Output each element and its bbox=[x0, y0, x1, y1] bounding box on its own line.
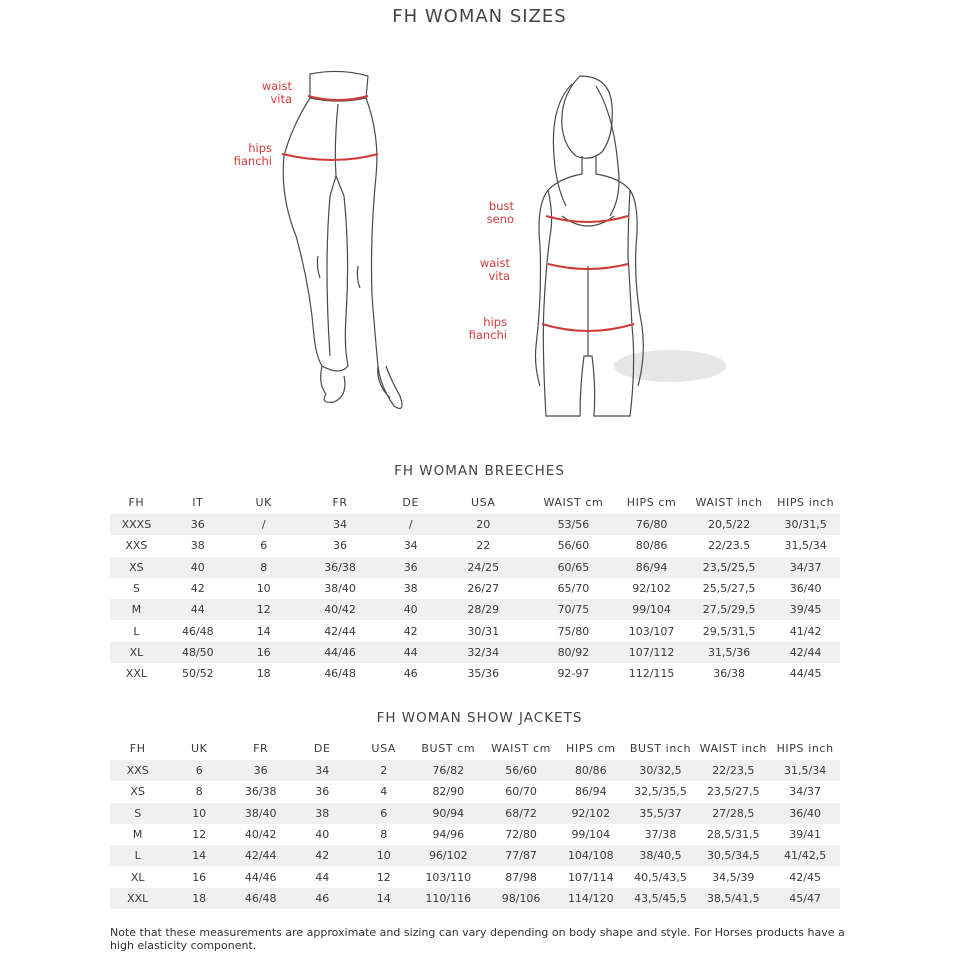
table-cell: 2 bbox=[356, 760, 411, 781]
table-cell: 31,5/34 bbox=[770, 760, 840, 781]
table-cell: 37/38 bbox=[644, 828, 677, 842]
table-cell: 23,5/27,5 bbox=[706, 785, 760, 799]
pants-hips-it-text: fianchi bbox=[233, 154, 272, 168]
table-cell: 42/44 bbox=[324, 624, 356, 638]
table-cell: 34/37 bbox=[789, 785, 821, 799]
table-cell: 8 bbox=[195, 785, 203, 799]
table-cell: 56/60 bbox=[485, 760, 557, 781]
table-cell: 8 bbox=[380, 828, 388, 842]
table-cell: 22/23,5 bbox=[696, 760, 770, 781]
table-cell: 38/40 bbox=[324, 582, 356, 596]
column-header: HIPS inch bbox=[777, 496, 835, 509]
table-cell: 31,5/34 bbox=[784, 539, 827, 553]
table-cell: 14 bbox=[256, 624, 271, 638]
column-header: USA bbox=[470, 496, 496, 509]
table-cell: 40 bbox=[315, 828, 330, 842]
table-cell: 14 bbox=[165, 845, 233, 866]
table-cell: 36 bbox=[233, 760, 288, 781]
table-cell: 32/34 bbox=[436, 642, 531, 663]
column-header: IT bbox=[192, 496, 204, 509]
table-cell: 48/50 bbox=[163, 642, 233, 663]
table-cell: 86/94 bbox=[616, 557, 687, 578]
table-cell: 40/42 bbox=[295, 599, 386, 620]
table-cell: 107/112 bbox=[616, 642, 687, 663]
table-cell: 34 bbox=[288, 760, 356, 781]
table-cell: 27/28,5 bbox=[696, 803, 770, 824]
table-cell: XL bbox=[130, 870, 145, 884]
table-cell: XXL bbox=[110, 888, 165, 909]
body-waist-label bbox=[458, 257, 510, 283]
table-cell: 18 bbox=[256, 667, 271, 681]
table-cell: 10 bbox=[356, 845, 411, 866]
column-header: WAIST cm bbox=[543, 496, 604, 509]
table-cell: 34 bbox=[403, 539, 418, 553]
table-cell: 103/107 bbox=[628, 624, 675, 638]
table-row bbox=[110, 535, 840, 556]
table-cell: 10 bbox=[256, 582, 271, 596]
table-cell: 44/45 bbox=[789, 667, 822, 681]
table-cell: XXL bbox=[125, 667, 147, 681]
pants-hips-text: hips bbox=[248, 141, 272, 155]
table-cell: L bbox=[110, 845, 165, 866]
body-hips-it-text: fianchi bbox=[468, 328, 507, 342]
table-row bbox=[110, 514, 840, 535]
body-waist-it-text: vita bbox=[488, 269, 510, 283]
table-cell: 114/120 bbox=[557, 888, 625, 909]
table-cell: 43,5/45,5 bbox=[625, 888, 697, 909]
table-row bbox=[110, 557, 840, 578]
column-header: DE bbox=[402, 496, 419, 509]
table-cell: 36 bbox=[163, 514, 233, 535]
table-row bbox=[110, 599, 840, 620]
table-cell: 80/92 bbox=[531, 642, 617, 663]
table-cell: XXS bbox=[125, 539, 148, 553]
table-row bbox=[110, 845, 840, 866]
pants-hips-line bbox=[282, 154, 378, 160]
table-cell: 76/80 bbox=[616, 514, 687, 535]
column-header: HIPS cm bbox=[566, 742, 616, 755]
table-cell: 20,5/22 bbox=[687, 514, 771, 535]
table-cell: 90/94 bbox=[411, 803, 485, 824]
table-cell: 16 bbox=[233, 642, 295, 663]
table-cell: 77/87 bbox=[485, 845, 557, 866]
table-cell: M bbox=[132, 828, 143, 842]
column-header: FR bbox=[253, 742, 269, 755]
table-cell: 46 bbox=[403, 667, 418, 681]
table-cell: 12 bbox=[376, 870, 391, 884]
table-cell: S bbox=[110, 803, 165, 824]
table-cell: 92/102 bbox=[632, 582, 671, 596]
table-cell: 40/42 bbox=[244, 828, 277, 842]
body-illustration bbox=[510, 66, 730, 426]
table-cell: 30/31 bbox=[467, 624, 500, 638]
table-row bbox=[110, 888, 840, 909]
column-header: USA bbox=[371, 742, 396, 755]
column-header: BUST inch bbox=[629, 742, 692, 755]
column-header: UK bbox=[255, 496, 272, 509]
table-cell: 44/46 bbox=[295, 642, 386, 663]
table-cell: 56/60 bbox=[557, 539, 590, 553]
pants-waist-text: waist bbox=[261, 79, 292, 93]
table-cell: / bbox=[386, 514, 436, 535]
page-title: FH WOMAN SIZES bbox=[392, 6, 567, 27]
table-cell: 38/40,5 bbox=[625, 845, 697, 866]
table-cell: 42 bbox=[403, 624, 418, 638]
table-cell: 45/47 bbox=[770, 888, 840, 909]
table-cell: 26/27 bbox=[467, 582, 500, 596]
table-cell: 40,5/43,5 bbox=[634, 870, 687, 884]
table-cell: 46/48 bbox=[181, 624, 214, 638]
table-cell: 27,5/29,5 bbox=[687, 599, 771, 620]
table-cell: 38 bbox=[190, 539, 205, 553]
breeches-header-row bbox=[110, 491, 840, 514]
pants-hips-label bbox=[220, 142, 272, 168]
table-cell: 24/25 bbox=[436, 557, 531, 578]
column-header: DE bbox=[313, 742, 331, 755]
table-cell: 107/114 bbox=[567, 870, 614, 884]
table-cell: 38,5/41,5 bbox=[696, 888, 770, 909]
table-cell: XXXS bbox=[110, 514, 163, 535]
table-cell: 46/48 bbox=[324, 667, 356, 681]
body-bust-label bbox=[462, 200, 514, 226]
table-cell: XS bbox=[130, 785, 145, 799]
table-cell: 40 bbox=[386, 599, 436, 620]
table-cell: 29,5/31,5 bbox=[702, 624, 756, 638]
table-cell: 8 bbox=[233, 557, 295, 578]
table-cell: 50/52 bbox=[181, 667, 214, 681]
table-cell: 39/45 bbox=[771, 599, 840, 620]
jackets-header-row bbox=[110, 737, 840, 760]
body-hips-text: hips bbox=[483, 315, 507, 329]
table-cell: 44 bbox=[386, 642, 436, 663]
body-waist-text: waist bbox=[479, 256, 510, 270]
table-cell: 80/86 bbox=[635, 539, 668, 553]
table-cell: 40 bbox=[163, 557, 233, 578]
table-cell: 41/42 bbox=[789, 624, 822, 638]
table-cell: 44/46 bbox=[244, 870, 277, 884]
table-cell: 104/108 bbox=[557, 845, 625, 866]
column-header: WAIST cm bbox=[491, 742, 551, 755]
table-cell: 35,5/37 bbox=[625, 803, 697, 824]
table-cell: 42 bbox=[288, 845, 356, 866]
table-cell: 65/70 bbox=[557, 582, 590, 596]
jackets-title: FH WOMAN SHOW JACKETS bbox=[376, 710, 583, 726]
table-cell: 22/23.5 bbox=[708, 539, 751, 553]
table-cell: 99/104 bbox=[571, 828, 611, 842]
table-row bbox=[110, 642, 840, 663]
table-cell: 44 bbox=[315, 870, 330, 884]
body-shadow bbox=[614, 350, 726, 382]
table-row bbox=[110, 578, 840, 599]
table-cell: 30,5/34,5 bbox=[696, 845, 770, 866]
breeches-illustration bbox=[230, 66, 430, 426]
table-cell: 4 bbox=[380, 785, 388, 799]
column-header: BUST cm bbox=[421, 742, 476, 755]
pants-waist-label bbox=[240, 80, 292, 106]
table-row bbox=[110, 803, 840, 824]
table-cell: 92/102 bbox=[557, 803, 625, 824]
table-cell: 36/40 bbox=[789, 582, 822, 596]
table-row bbox=[110, 824, 840, 845]
table-cell: 23,5/25,5 bbox=[687, 557, 771, 578]
table-cell: 34 bbox=[295, 514, 386, 535]
table-cell: 112/115 bbox=[628, 667, 675, 681]
table-cell: 10 bbox=[165, 803, 233, 824]
breeches-title: FH WOMAN BREECHES bbox=[394, 463, 565, 479]
table-cell: 36/38 bbox=[244, 785, 277, 799]
table-cell: 6 bbox=[165, 760, 233, 781]
table-cell: XL bbox=[110, 642, 163, 663]
column-header: HIPS inch bbox=[776, 742, 834, 755]
column-header: WAIST inch bbox=[695, 496, 763, 509]
body-figure bbox=[510, 66, 730, 426]
table-cell: 82/90 bbox=[432, 785, 465, 799]
table-cell: XXS bbox=[110, 760, 165, 781]
table-cell: 38/40 bbox=[233, 803, 288, 824]
table-cell: 6 bbox=[356, 803, 411, 824]
table-cell: 28,5/31,5 bbox=[706, 828, 760, 842]
table-cell: 41/42,5 bbox=[770, 845, 840, 866]
table-cell: 72/80 bbox=[505, 828, 537, 842]
table-row bbox=[110, 620, 840, 641]
body-hips-label bbox=[455, 316, 507, 342]
table-row bbox=[110, 663, 840, 684]
table-row bbox=[110, 781, 840, 802]
pants-waist-it-text: vita bbox=[270, 92, 292, 106]
body-bust-it-text: seno bbox=[486, 212, 514, 226]
table-cell: 86/94 bbox=[574, 785, 607, 799]
jackets-table bbox=[110, 737, 840, 909]
body-bust-line bbox=[546, 216, 628, 222]
column-header: UK bbox=[190, 742, 208, 755]
column-header: FH bbox=[128, 496, 145, 509]
table-cell: 28/29 bbox=[436, 599, 531, 620]
table-cell: 103/110 bbox=[425, 870, 472, 884]
table-cell: 34,5/39 bbox=[712, 870, 755, 884]
table-cell: 35/36 bbox=[467, 667, 500, 681]
table-cell: 53/56 bbox=[531, 514, 617, 535]
table-cell: 22 bbox=[476, 539, 491, 553]
table-cell: 80/86 bbox=[557, 760, 625, 781]
table-cell: M bbox=[110, 599, 163, 620]
table-cell: 70/75 bbox=[531, 599, 617, 620]
table-cell: 42/45 bbox=[789, 870, 821, 884]
table-cell: 36/38 bbox=[713, 667, 745, 681]
table-cell: 60/70 bbox=[505, 785, 537, 799]
table-cell: 30/32,5 bbox=[625, 760, 697, 781]
table-cell: 14 bbox=[356, 888, 411, 909]
table-cell: 46 bbox=[288, 888, 356, 909]
table-cell: 20 bbox=[436, 514, 531, 535]
table-cell: S bbox=[132, 582, 140, 596]
table-cell: 25,5/27,5 bbox=[702, 582, 756, 596]
table-cell: 110/116 bbox=[411, 888, 485, 909]
table-row bbox=[110, 866, 840, 887]
table-cell: 36 bbox=[315, 785, 330, 799]
table-cell: 96/102 bbox=[411, 845, 485, 866]
table-cell: 36/38 bbox=[295, 557, 386, 578]
table-cell: 34/37 bbox=[771, 557, 840, 578]
table-cell: 92-97 bbox=[557, 667, 590, 681]
body-bust-text: bust bbox=[488, 199, 514, 213]
disclaimer-note: Note that these measurements are approximate and sizing can vary depending on body shape and style. For Horses products have a high elasticity component. bbox=[110, 926, 845, 952]
table-cell: 60/65 bbox=[531, 557, 617, 578]
table-cell: 39/41 bbox=[789, 828, 821, 842]
table-cell: 30/31,5 bbox=[771, 514, 840, 535]
table-cell: 46/48 bbox=[233, 888, 288, 909]
table-cell: 36 bbox=[386, 557, 436, 578]
table-cell: 76/82 bbox=[411, 760, 485, 781]
table-cell: L bbox=[133, 624, 140, 638]
column-header: HIPS cm bbox=[626, 496, 677, 509]
table-cell: 18 bbox=[165, 888, 233, 909]
column-header: FH bbox=[129, 742, 146, 755]
table-cell: 32,5/35,5 bbox=[634, 785, 687, 799]
table-cell: 75/80 bbox=[557, 624, 590, 638]
table-cell: 12 bbox=[192, 828, 207, 842]
breeches-figure bbox=[230, 66, 430, 426]
table-cell: 94/96 bbox=[432, 828, 465, 842]
table-cell: 38 bbox=[403, 582, 418, 596]
table-cell: 38 bbox=[288, 803, 356, 824]
table-cell: XS bbox=[110, 557, 163, 578]
table-cell: 31,5/36 bbox=[687, 642, 771, 663]
table-cell: 87/98 bbox=[505, 870, 537, 884]
table-cell: 42/44 bbox=[233, 845, 288, 866]
table-cell: 42/44 bbox=[771, 642, 840, 663]
table-cell: 36 bbox=[333, 539, 348, 553]
table-cell: 68/72 bbox=[485, 803, 557, 824]
table-cell: 44 bbox=[163, 599, 233, 620]
table-cell: / bbox=[233, 514, 295, 535]
breeches-table bbox=[110, 491, 840, 684]
table-row bbox=[110, 760, 840, 781]
table-cell: 12 bbox=[233, 599, 295, 620]
table-cell: 6 bbox=[260, 539, 268, 553]
column-header: WAIST inch bbox=[699, 742, 767, 755]
table-cell: 99/104 bbox=[616, 599, 687, 620]
table-cell: 16 bbox=[192, 870, 207, 884]
table-cell: 42 bbox=[190, 582, 205, 596]
column-header: FR bbox=[332, 496, 348, 509]
table-cell: 98/106 bbox=[485, 888, 557, 909]
table-cell: 36/40 bbox=[770, 803, 840, 824]
